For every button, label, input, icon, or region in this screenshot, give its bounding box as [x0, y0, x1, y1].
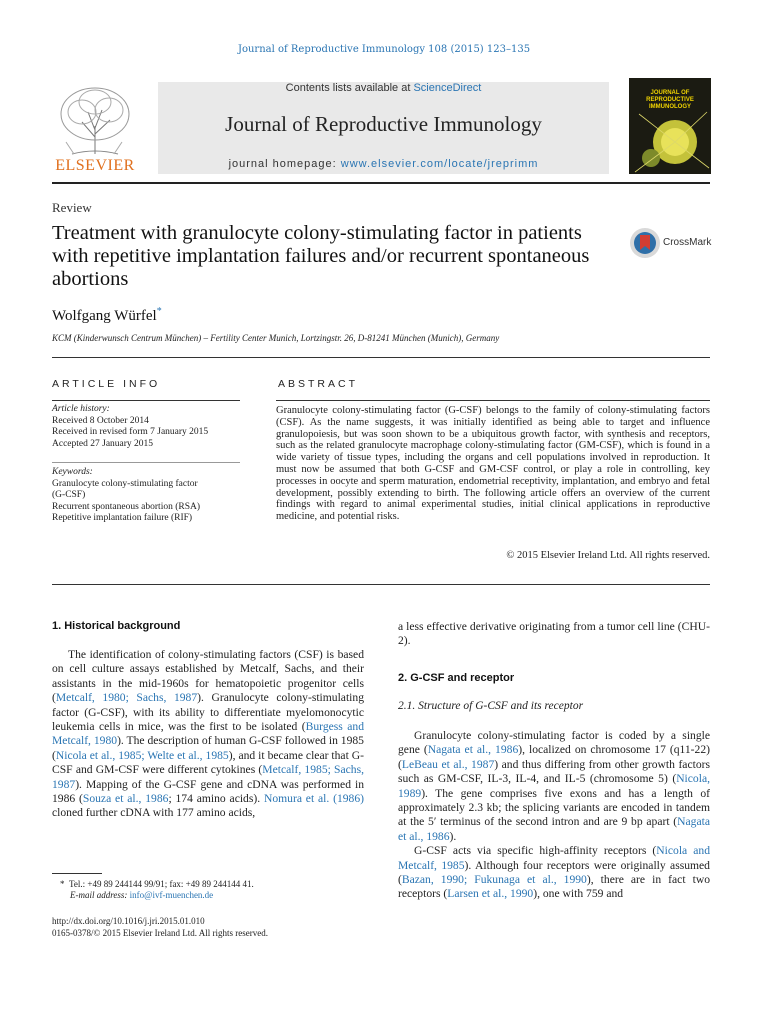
citation-link[interactable]: Larsen et al., 1990	[447, 887, 534, 901]
header-rule	[52, 182, 710, 184]
accepted-date: Accepted 27 January 2015	[52, 438, 154, 449]
section-2-heading: 2. G-CSF and receptor	[398, 672, 515, 684]
article-info-heading: ARTICLE INFO	[52, 378, 161, 390]
body-rule	[52, 584, 710, 585]
citation-link[interactable]: Nicola et al., 1985; Welte et al., 1985	[55, 748, 229, 762]
footnote	[60, 879, 360, 901]
keywords-block	[52, 467, 262, 525]
citation-link[interactable]: Nagata et al., 1986	[427, 743, 519, 757]
body-text: ).	[449, 829, 457, 843]
crossmark-label: CrossMark	[663, 237, 712, 248]
keyword-item: Recurrent spontaneous abortion (RSA)	[52, 501, 201, 512]
doi-link[interactable]: http://dx.doi.org/10.1016/j.jri.2015.01.010	[52, 916, 205, 926]
continued-text: a less effective derivative originating from a tumor cell line (CHU-2).	[398, 620, 710, 648]
journal-homepage	[158, 158, 609, 170]
article-type: Review	[52, 200, 92, 215]
paragraph	[398, 729, 710, 844]
received-date: Received 8 October 2014	[52, 415, 149, 426]
revised-date: Received in revised form 7 January 2015	[52, 427, 209, 437]
article-info-rule	[52, 400, 240, 401]
issn-line: 0165-0378/© 2015 Elsevier Ireland Ltd. All rights reserved.	[52, 928, 269, 938]
citation-link[interactable]: Souza et al., 1986	[82, 792, 169, 806]
affiliation-rule	[52, 357, 710, 358]
cover-art	[629, 108, 711, 174]
right-column-text	[398, 729, 710, 902]
citation-link[interactable]: LeBeau et al., 1987	[401, 757, 495, 771]
publisher-name: ELSEVIER	[55, 157, 135, 174]
citation-link[interactable]: Nicola and Metcalf, 1985	[398, 844, 710, 872]
citation-link[interactable]: Bazan, 1990; Fukunaga et al., 1990	[401, 873, 587, 887]
subsection-2-1-heading: 2.1. Structure of G-CSF and its receptor	[398, 700, 584, 712]
email-label: E-mail address:	[70, 890, 130, 900]
keywords-label: Keywords:	[52, 467, 93, 477]
body-text: ) and thus differing from other growth factors such as GM-CSF, IL-3, IL-4, and IL-5 (chromosome 5) (	[398, 757, 710, 786]
body-text: ). The description of human G-CSF followed in 1985 (	[52, 734, 364, 762]
abstract-text: Granulocyte colony-stimulating factor (G-CSF) belongs to the family of colony-stimulating factors (CSF). As the name suggests, it was initially identified as being able to target and influence granulopoiesis, but was soon shown to be a ubiquitous growth factor, with synthesis and receptors, such as the related granulocyte macrophage colony-stimulating factor (GM-CSF), which is found in a wide variety of tissue types, including the organs and cell populations involved in reproduction. It must now be assumed that both G-CSF and GM-CSF control, or play a role in controlling, key processes in oocyte and sperm maturation, endometrial receptivity, implantation, and embryo and fetal development, possibly extending to birth. The following article offers an overview of the current findings with regard to animal experimental studies, initial clinical applications in reproductive medicine, and potential risks.	[276, 405, 710, 523]
citation-link[interactable]: Metcalf, 1980; Sachs, 1987	[55, 691, 198, 705]
body-text: ), one with 759 and	[533, 887, 624, 901]
keyword-item: Granulocyte colony-stimulating factor	[52, 478, 198, 489]
footnote-rule	[52, 873, 102, 874]
right-column-top	[398, 620, 710, 649]
citation-link[interactable]: Burgess and Metcalf, 1980	[52, 720, 364, 748]
journal-title: Journal of Reproductive Immunology	[225, 112, 542, 136]
body-text: ). Mapping of the G-CSF gene and cDNA was performed in 1986 (	[52, 777, 364, 806]
cover-title: JOURNAL OF REPRODUCTIVE IMMUNOLOGY	[646, 90, 694, 110]
keywords-rule	[52, 462, 240, 463]
homepage-link[interactable]: www.elsevier.com/locate/jreprimm	[340, 158, 539, 170]
citation-link[interactable]: Metcalf, 1985; Sachs, 1987	[52, 763, 364, 791]
footnote-mark: *	[60, 879, 65, 889]
article-title: Treatment with granulocyte colony-stimulating factor in patients with repetitive implantation failures and/or recurrent spontaneous abortions	[52, 222, 590, 290]
article-history	[52, 404, 252, 450]
abstract-rule	[276, 400, 710, 401]
body-text: ). The gene comprises five exons and has a length of approximately 2.3 kb; the splicing variants are encoded in tandem at the 5′ terminus of the second intron and are 9 bp apart (	[398, 786, 710, 829]
body-text: ). Although four receptors were originally assumed (	[398, 858, 710, 887]
paragraph	[52, 648, 364, 821]
homepage-prefix: journal homepage:	[228, 158, 341, 170]
section-1-heading: 1. Historical background	[52, 620, 181, 632]
body-text: ). Granulocyte colony-stimulating factor (G-CSF), with its ability to differentiate myelomonocytic leukemia cells in mice, was the first to be isolated (	[52, 691, 364, 734]
affiliation: KCM (Kinderwunsch Centrum München) – Fertility Center Munich, Lortzingstr. 26, D-81241 München (Munich), Germany	[52, 333, 500, 343]
citation-link[interactable]: Nomura et al. (1986)	[263, 792, 365, 806]
author-footnote-mark[interactable]: *	[156, 306, 162, 317]
citation-link[interactable]: Nicola, 1989	[398, 772, 710, 800]
body-text: G-CSF acts via specific high-affinity receptors (	[414, 844, 657, 858]
body-text: Granulocyte colony-stimulating factor is coded by a single gene (	[398, 729, 710, 757]
keyword-item: Repetitive implantation failure (RIF)	[52, 513, 193, 523]
keyword-item: (G-CSF)	[52, 490, 86, 500]
body-text: ), localized on chromosome 17 (q11-22) (	[398, 743, 710, 771]
footnote-tel: Tel.: +49 89 244144 99/91; fax: +49 89 244144 41.	[69, 879, 254, 889]
sciencedirect-link[interactable]: ScienceDirect	[413, 82, 482, 94]
abstract-heading: ABSTRACT	[278, 378, 359, 390]
body-text: The identification of colony-stimulating factors (CSF) is based on cell culture assays established by Metcalf, Sachs, and their assistants in the mid-1960s for hematopoietic progenitor cells (	[52, 648, 364, 705]
journal-citation[interactable]: Journal of Reproductive Immunology 108 (2015) 123–135	[237, 44, 531, 55]
body-text: cloned further cDNA with 177 amino acids,	[52, 806, 256, 820]
email-link[interactable]: info@ivf-muenchen.de	[129, 890, 214, 900]
history-label: Article history:	[52, 404, 110, 414]
contents-prefix: Contents lists available at	[285, 82, 414, 94]
body-text: ; 174 amino acids).	[168, 792, 264, 806]
crossmark-icon	[629, 227, 661, 259]
journal-cover-image	[629, 78, 711, 174]
paragraph	[398, 844, 710, 902]
crossmark-badge[interactable]	[629, 228, 713, 258]
left-column-text	[52, 648, 364, 821]
body-text: ), there are in fact two receptors (	[398, 873, 710, 901]
contents-line	[158, 82, 609, 94]
author-name[interactable]: Wolfgang Würfel	[52, 308, 157, 324]
abstract-copyright: © 2015 Elsevier Ireland Ltd. All rights reserved.	[506, 550, 710, 561]
citation-link[interactable]: Nagata et al., 1986	[398, 815, 710, 843]
author-line	[52, 306, 162, 325]
body-text: ), and it became clear that G-CSF and GM-CSF were different cytokines (	[52, 748, 364, 777]
